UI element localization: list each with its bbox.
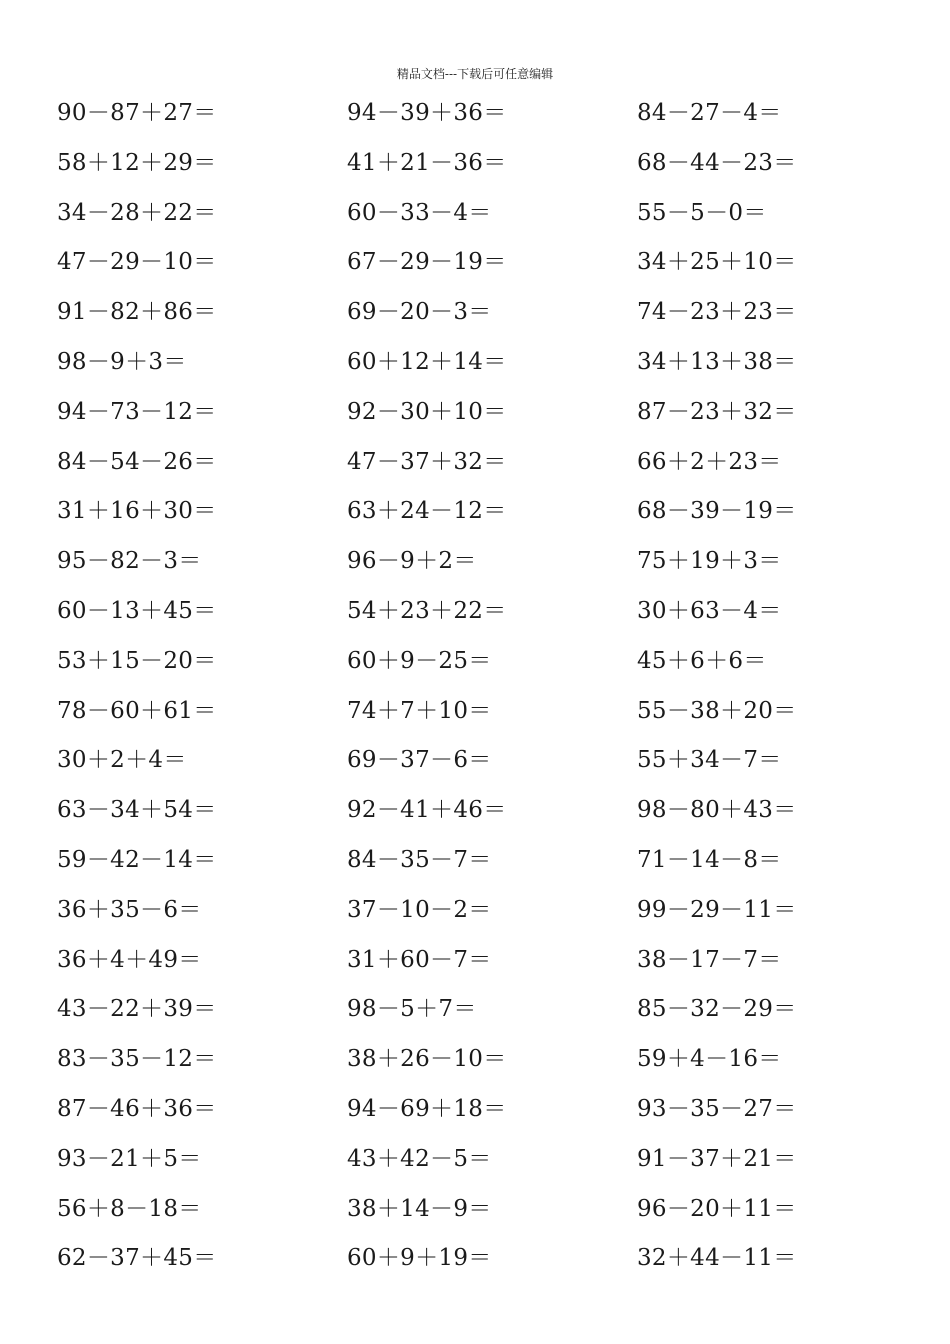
- math-problem: 68－39－19＝: [637, 498, 797, 525]
- math-problem: 30＋2＋4＝: [57, 747, 187, 774]
- math-problem: 60＋9－25＝: [347, 647, 492, 674]
- math-problem: 91－82＋86＝: [57, 299, 217, 326]
- math-problem: 60＋9＋19＝: [347, 1245, 492, 1272]
- math-problem: 36＋4＋49＝: [57, 946, 202, 973]
- math-problem: 78－60＋61＝: [57, 697, 217, 724]
- math-problem: 43－22＋39＝: [57, 996, 217, 1023]
- page-header: 精品文档---下载后可任意编辑: [396, 67, 554, 81]
- math-problem: 87－46＋36＝: [57, 1095, 217, 1122]
- math-problem: 92－30＋10＝: [347, 398, 507, 425]
- math-problem: 67－29－19＝: [347, 249, 507, 276]
- math-problem: 45＋6＋6＝: [637, 647, 767, 674]
- math-problem: 96－9＋2＝: [347, 548, 477, 575]
- math-problem: 34＋13＋38＝: [637, 348, 797, 375]
- math-problem: 38＋14－9＝: [347, 1195, 492, 1222]
- math-problem: 58＋12＋29＝: [57, 149, 217, 176]
- math-problem: 95－82－3＝: [57, 548, 202, 575]
- problem-grid: [57, 97, 937, 1292]
- math-problem: 32＋44－11＝: [637, 1245, 797, 1272]
- math-problem: 85－32－29＝: [637, 996, 797, 1023]
- math-problem: 98－5＋7＝: [347, 996, 477, 1023]
- math-problem: 98－9＋3＝: [57, 348, 187, 375]
- math-problem: 63－34＋54＝: [57, 797, 217, 824]
- math-problem: 99－29－11＝: [637, 896, 797, 923]
- math-problem: 30＋63－4＝: [637, 597, 782, 624]
- math-problem: 59＋4－16＝: [637, 1046, 782, 1073]
- math-problem: 47－29－10＝: [57, 249, 217, 276]
- math-problem: 55－5－0＝: [637, 199, 767, 226]
- math-problem: 62－37＋45＝: [57, 1245, 217, 1272]
- math-problem: 56＋8－18＝: [57, 1195, 202, 1222]
- math-problem: 60－13＋45＝: [57, 597, 217, 624]
- math-problem: 31＋60－7＝: [347, 946, 492, 973]
- math-problem: 37－10－2＝: [347, 896, 492, 923]
- math-problem: 38－17－7＝: [637, 946, 782, 973]
- math-problem: 38＋26－10＝: [347, 1046, 507, 1073]
- math-problem: 69－37－6＝: [347, 747, 492, 774]
- math-problem: 47－37＋32＝: [347, 448, 507, 475]
- math-problem: 92－41＋46＝: [347, 797, 507, 824]
- math-problem: 74＋7＋10＝: [347, 697, 492, 724]
- math-problem: 68－44－23＝: [637, 149, 797, 176]
- math-problem: 41＋21－36＝: [347, 149, 507, 176]
- math-problem: 36＋35－6＝: [57, 896, 202, 923]
- math-problem: 84－35－7＝: [347, 846, 492, 873]
- math-problem: 53＋15－20＝: [57, 647, 217, 674]
- math-problem: 69－20－3＝: [347, 299, 492, 326]
- math-problem: 98－80＋43＝: [637, 797, 797, 824]
- math-problem: 55＋34－7＝: [637, 747, 782, 774]
- math-problem: 74－23＋23＝: [637, 299, 797, 326]
- math-problem: 87－23＋32＝: [637, 398, 797, 425]
- math-problem: 93－21＋5＝: [57, 1145, 202, 1172]
- math-problem: 34－28＋22＝: [57, 199, 217, 226]
- math-problem: 84－54－26＝: [57, 448, 217, 475]
- math-problem: 60＋12＋14＝: [347, 348, 507, 375]
- math-problem: 96－20＋11＝: [637, 1195, 797, 1222]
- math-problem: 71－14－8＝: [637, 846, 782, 873]
- math-problem: 60－33－4＝: [347, 199, 492, 226]
- math-problem: 94－69＋18＝: [347, 1095, 507, 1122]
- math-problem: 31＋16＋30＝: [57, 498, 217, 525]
- math-problem: 63＋24－12＝: [347, 498, 507, 525]
- math-problem: 93－35－27＝: [637, 1095, 797, 1122]
- math-problem: 91－37＋21＝: [637, 1145, 797, 1172]
- math-problem: 55－38＋20＝: [637, 697, 797, 724]
- math-problem: 43＋42－5＝: [347, 1145, 492, 1172]
- math-problem: 94－39＋36＝: [347, 100, 507, 126]
- math-problem: 75＋19＋3＝: [637, 548, 782, 575]
- math-problem: 83－35－12＝: [57, 1046, 217, 1073]
- math-problem: 66＋2＋23＝: [637, 448, 782, 475]
- math-problem: 84－27－4＝: [637, 100, 782, 126]
- math-problem: 90－87＋27＝: [57, 100, 217, 126]
- math-problem: 59－42－14＝: [57, 846, 217, 873]
- math-problem: 94－73－12＝: [57, 398, 217, 425]
- math-problem: 54＋23＋22＝: [347, 597, 507, 624]
- math-problem: 34＋25＋10＝: [637, 249, 797, 276]
